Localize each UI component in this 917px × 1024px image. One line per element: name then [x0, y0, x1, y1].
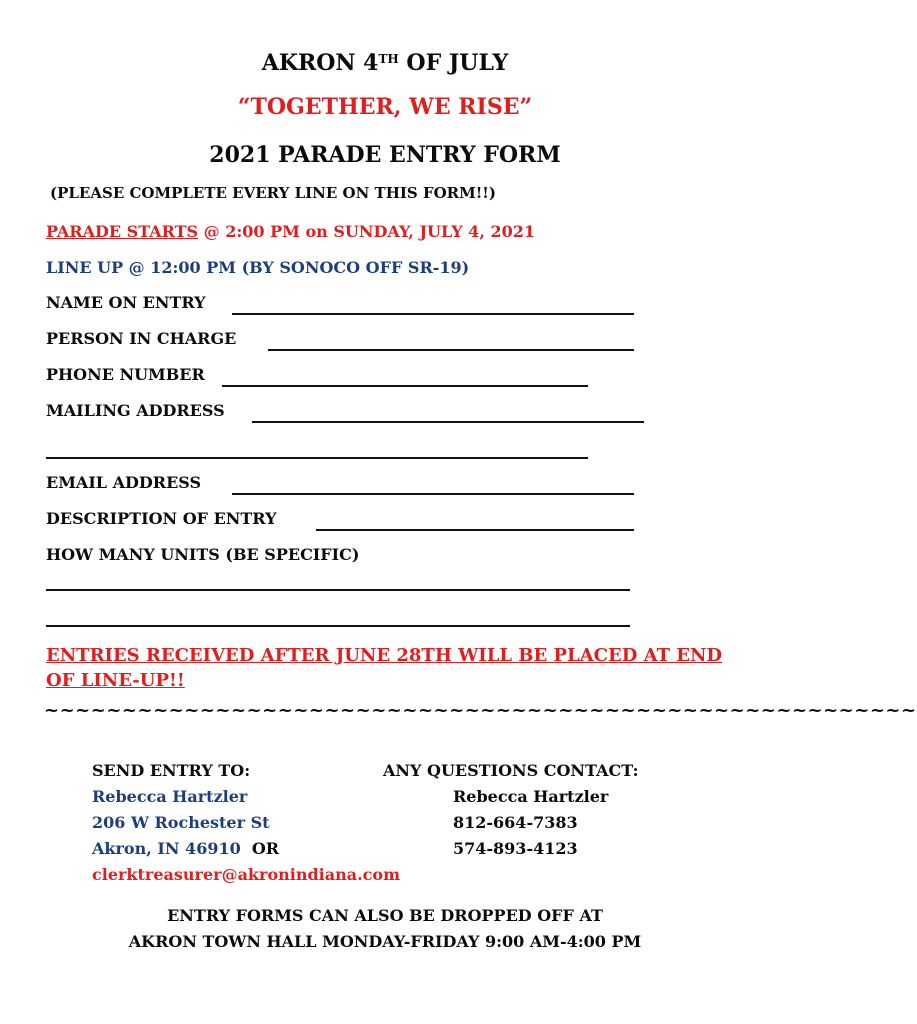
mailing-address-label: MAILING ADDRESS [46, 401, 225, 420]
send-entry-heading: SEND ENTRY TO: [92, 761, 251, 780]
send-entry-email[interactable]: clerktreasurer@akronindiana.com [92, 865, 401, 884]
tilde-divider: ~~~~~~~~~~~~~~~~~~~~~~~~~~~~~~~~~~~~~~~~~~~~~~~~~~~~~~~~ [44, 700, 917, 721]
parade-start-detail: @ 2:00 PM on SUNDAY, JULY 4, 2021 [198, 222, 535, 241]
phone-number-label: PHONE NUMBER [46, 365, 205, 384]
units-line-1[interactable] [46, 589, 630, 591]
description-label: DESCRIPTION OF ENTRY [46, 509, 277, 528]
contact-name: Rebecca Hartzler [453, 787, 609, 806]
event-title-main: AKRON 4 [261, 50, 379, 76]
phone-number-line[interactable] [222, 385, 588, 387]
description-line[interactable] [316, 529, 634, 531]
event-title [0, 50, 770, 76]
email-address-label: EMAIL ADDRESS [46, 473, 202, 492]
form-instruction: (PLEASE COMPLETE EVERY LINE ON THIS FORM!!) [50, 184, 496, 202]
send-entry-street: 206 W Rochester St [92, 813, 270, 832]
units-label: HOW MANY UNITS (BE SPECIFIC) [46, 545, 360, 564]
late-entry-notice: ENTRIES RECEIVED AFTER JUNE 28TH WILL BE PLACED AT END OF LINE-UP!! [46, 645, 723, 691]
send-entry-block [92, 758, 400, 888]
contact-heading: ANY QUESTIONS CONTACT: [383, 761, 639, 780]
mailing-address-line-2[interactable] [46, 457, 588, 459]
name-on-entry-label: NAME ON ENTRY [46, 293, 206, 312]
person-in-charge-line[interactable] [268, 349, 634, 351]
event-title-end: OF JULY [398, 50, 509, 76]
name-on-entry-line[interactable] [232, 313, 634, 315]
parade-start-info [46, 222, 535, 241]
person-in-charge-label: PERSON IN CHARGE [46, 329, 237, 348]
email-address-line[interactable] [232, 493, 634, 495]
contact-phone-2[interactable]: 574-893-4123 [453, 839, 578, 858]
footer-line-1: ENTRY FORMS CAN ALSO BE DROPPED OFF AT [167, 906, 603, 925]
send-entry-city: Akron, IN 46910 [92, 839, 241, 858]
send-entry-name: Rebecca Hartzler [92, 787, 248, 806]
form-title: 2021 PARADE ENTRY FORM [209, 142, 561, 168]
units-line-2[interactable] [46, 625, 630, 627]
contact-block [453, 784, 608, 862]
lineup-info: LINE UP @ 12:00 PM (BY SONOCO OFF SR-19) [46, 258, 470, 277]
event-theme: “TOGETHER, WE RISE” [237, 94, 533, 120]
contact-phone-1[interactable]: 812-664-7383 [453, 813, 578, 832]
send-entry-or: OR [251, 839, 280, 858]
parade-start-label: PARADE STARTS [46, 222, 199, 241]
footer-line-2: AKRON TOWN HALL MONDAY-FRIDAY 9:00 AM-4:00 PM [128, 932, 642, 951]
mailing-address-line[interactable] [252, 421, 644, 423]
event-title-sup: TH [378, 52, 399, 66]
